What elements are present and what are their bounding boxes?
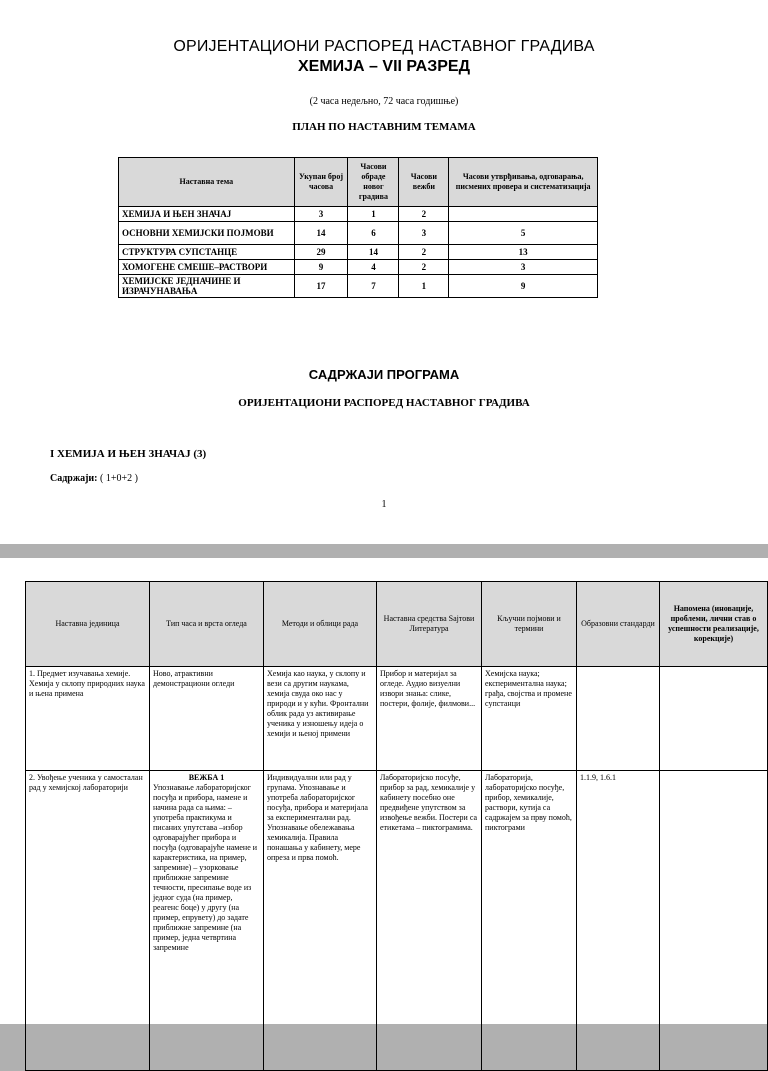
table-row: [119, 275, 598, 298]
table-header-row: [26, 582, 768, 667]
review-cell: [449, 207, 598, 222]
program-title: САДРЖАЈИ ПРОГРАМА: [308, 367, 460, 382]
hours-note: (2 часа недељно, 72 часа годишње): [309, 96, 459, 107]
topic-heading: I ХЕМИЈА И ЊЕН ЗНАЧАЈ (3): [50, 448, 207, 460]
new-cell: 4: [348, 260, 399, 275]
col-header-note: Напомена (иновације, проблеми, лични став о успешности реализације, корекције): [660, 582, 768, 667]
table-row: [119, 222, 598, 245]
col-header-unit: Наставна јединица: [26, 582, 150, 667]
note-cell: [660, 667, 768, 771]
topic-cell: СТРУКТУРА СУПСТАНЦЕ: [119, 245, 295, 260]
unit-cell: 1. Предмет изучавања хемије. Хемија у склопу природних наука и њена примена: [26, 667, 150, 771]
col-header-concepts: Кључни појмови и термини: [482, 582, 577, 667]
total-cell: 9: [294, 260, 348, 275]
content-label: Садржаји:: [50, 473, 98, 484]
col-header-exercises: Часови вежби: [399, 158, 449, 207]
col-header-means: Наставна средства Ѕајтови Литература: [377, 582, 482, 667]
col-header-total: Укупан број часова: [294, 158, 348, 207]
col-header-methods: Методи и облици рада: [264, 582, 377, 667]
subject-title: ХЕМИЈА – VII РАЗРЕД: [297, 58, 470, 75]
col-header-type: Тип часа и врста огледа: [150, 582, 264, 667]
total-cell: 14: [294, 222, 348, 245]
exercises-cell: 2: [399, 245, 449, 260]
topic-cell: ХЕМИЈСКЕ ЈЕДНАЧИНЕ И ИЗРАЧУНАВАЊА: [119, 275, 295, 298]
content-line: [50, 473, 138, 484]
table-row: [119, 260, 598, 275]
total-cell: 3: [294, 207, 348, 222]
topic-cell: ОСНОВНИ ХЕМИЈСКИ ПОЈМОВИ: [119, 222, 295, 245]
table-row: [119, 245, 598, 260]
standards-cell: 1.1.9, 1.6.1: [577, 771, 660, 1071]
review-cell: 9: [449, 275, 598, 298]
concepts-cell: Лабораторија, лабораторијско посуђе, прибор, хемикалије, раствори, кутија са садржајем за прву помоћ, пиктограми: [482, 771, 577, 1071]
document-title: ОРИЈЕНТАЦИОНИ РАСПОРЕД НАСТАВНОГ ГРАДИВА: [173, 38, 595, 55]
table-row: [26, 667, 768, 771]
type-cell: Ново, атрактивни демонстрациони огледи: [150, 667, 264, 771]
review-cell: 3: [449, 260, 598, 275]
document-page-2: [0, 558, 768, 1024]
type-cell: [150, 771, 264, 1071]
exercise-description: Упознавање лабораторијског посуђа и прибора, намене и начина рада са њима: – употреба практикума и писаних упутстава –избор одговарајућег прибора и посуђа (одговарајуће намене и карактеристика, на пример, запремине) – узорковање приближне запремине течности, пресипање воде из једног суда (на пример, реагенс боце) у другу (на пример, епрувету) до задате приближне запремине (на пример, једна четвртина запремине: [153, 783, 258, 952]
total-cell: 17: [294, 275, 348, 298]
program-subtitle: ОРИЈЕНТАЦИОНИ РАСПОРЕД НАСТАВНОГ ГРАДИВА: [238, 397, 530, 409]
review-cell: 5: [449, 222, 598, 245]
total-cell: 29: [294, 245, 348, 260]
means-cell: Прибор и материјал за огледе. Аудио визуелни извори знања: слике, постери, фолије, филмови...: [377, 667, 482, 771]
new-cell: 14: [348, 245, 399, 260]
table-row: [119, 207, 598, 222]
new-cell: 1: [348, 207, 399, 222]
standards-cell: [577, 667, 660, 771]
means-cell: Лабораторијско посуђе, прибор за рад, хемикалије у кабинету посебно оне предвиђене упутством за извођење вежби. Постери са етикетама – пиктограмима.: [377, 771, 482, 1071]
content-value: ( 1+0+2 ): [97, 473, 138, 484]
col-header-new: Часови обраде новог градива: [348, 158, 399, 207]
methods-cell: Хемија као наука, у склопу и вези са другим наукама, хемија свуда око нас у природи и у кући. Фронтални облик рада уз активирање ученика у изношењу идеја о хемији и њеној примени: [264, 667, 377, 771]
col-header-review: Часови утврђивања, одговарања, писмених провера и систематизација: [449, 158, 598, 207]
unit-cell: 2. Увођење ученика у самосталан рад у хемијској лабораторији: [26, 771, 150, 1071]
exercises-cell: 2: [399, 260, 449, 275]
table-row: [26, 771, 768, 1071]
exercises-cell: 1: [399, 275, 449, 298]
concepts-cell: Хемијска наука; експериментална наука; грађа, својства и промене супстанци: [482, 667, 577, 771]
topic-cell: ХЕМИЈА И ЊЕН ЗНАЧАЈ: [119, 207, 295, 222]
lessons-table: [25, 581, 768, 1071]
exercise-title: ВЕЖБА 1: [188, 773, 225, 782]
exercises-cell: 2: [399, 207, 449, 222]
col-header-topic: Наставна тема: [119, 158, 295, 207]
methods-cell: Индивидуални или рад у групама. Упознавање и употреба лабораторијског посуђа, прибора и материјала за експериментални рад. Упознавање обележавања хемикалија. Правила понашања у кабинету, мере опреза и прва помоћ.: [264, 771, 377, 1071]
note-cell: [660, 771, 768, 1071]
review-cell: 13: [449, 245, 598, 260]
exercises-cell: 3: [399, 222, 449, 245]
topics-plan-table: [118, 157, 598, 298]
page-number: 1: [381, 499, 387, 510]
table-header-row: [119, 158, 598, 207]
plan-title: ПЛАН ПО НАСТАВНИМ ТЕМАМА: [292, 121, 476, 133]
col-header-standards: Образовни стандарди: [577, 582, 660, 667]
new-cell: 6: [348, 222, 399, 245]
topic-cell: ХОМОГЕНЕ СМЕШЕ–РАСТВОРИ: [119, 260, 295, 275]
new-cell: 7: [348, 275, 399, 298]
